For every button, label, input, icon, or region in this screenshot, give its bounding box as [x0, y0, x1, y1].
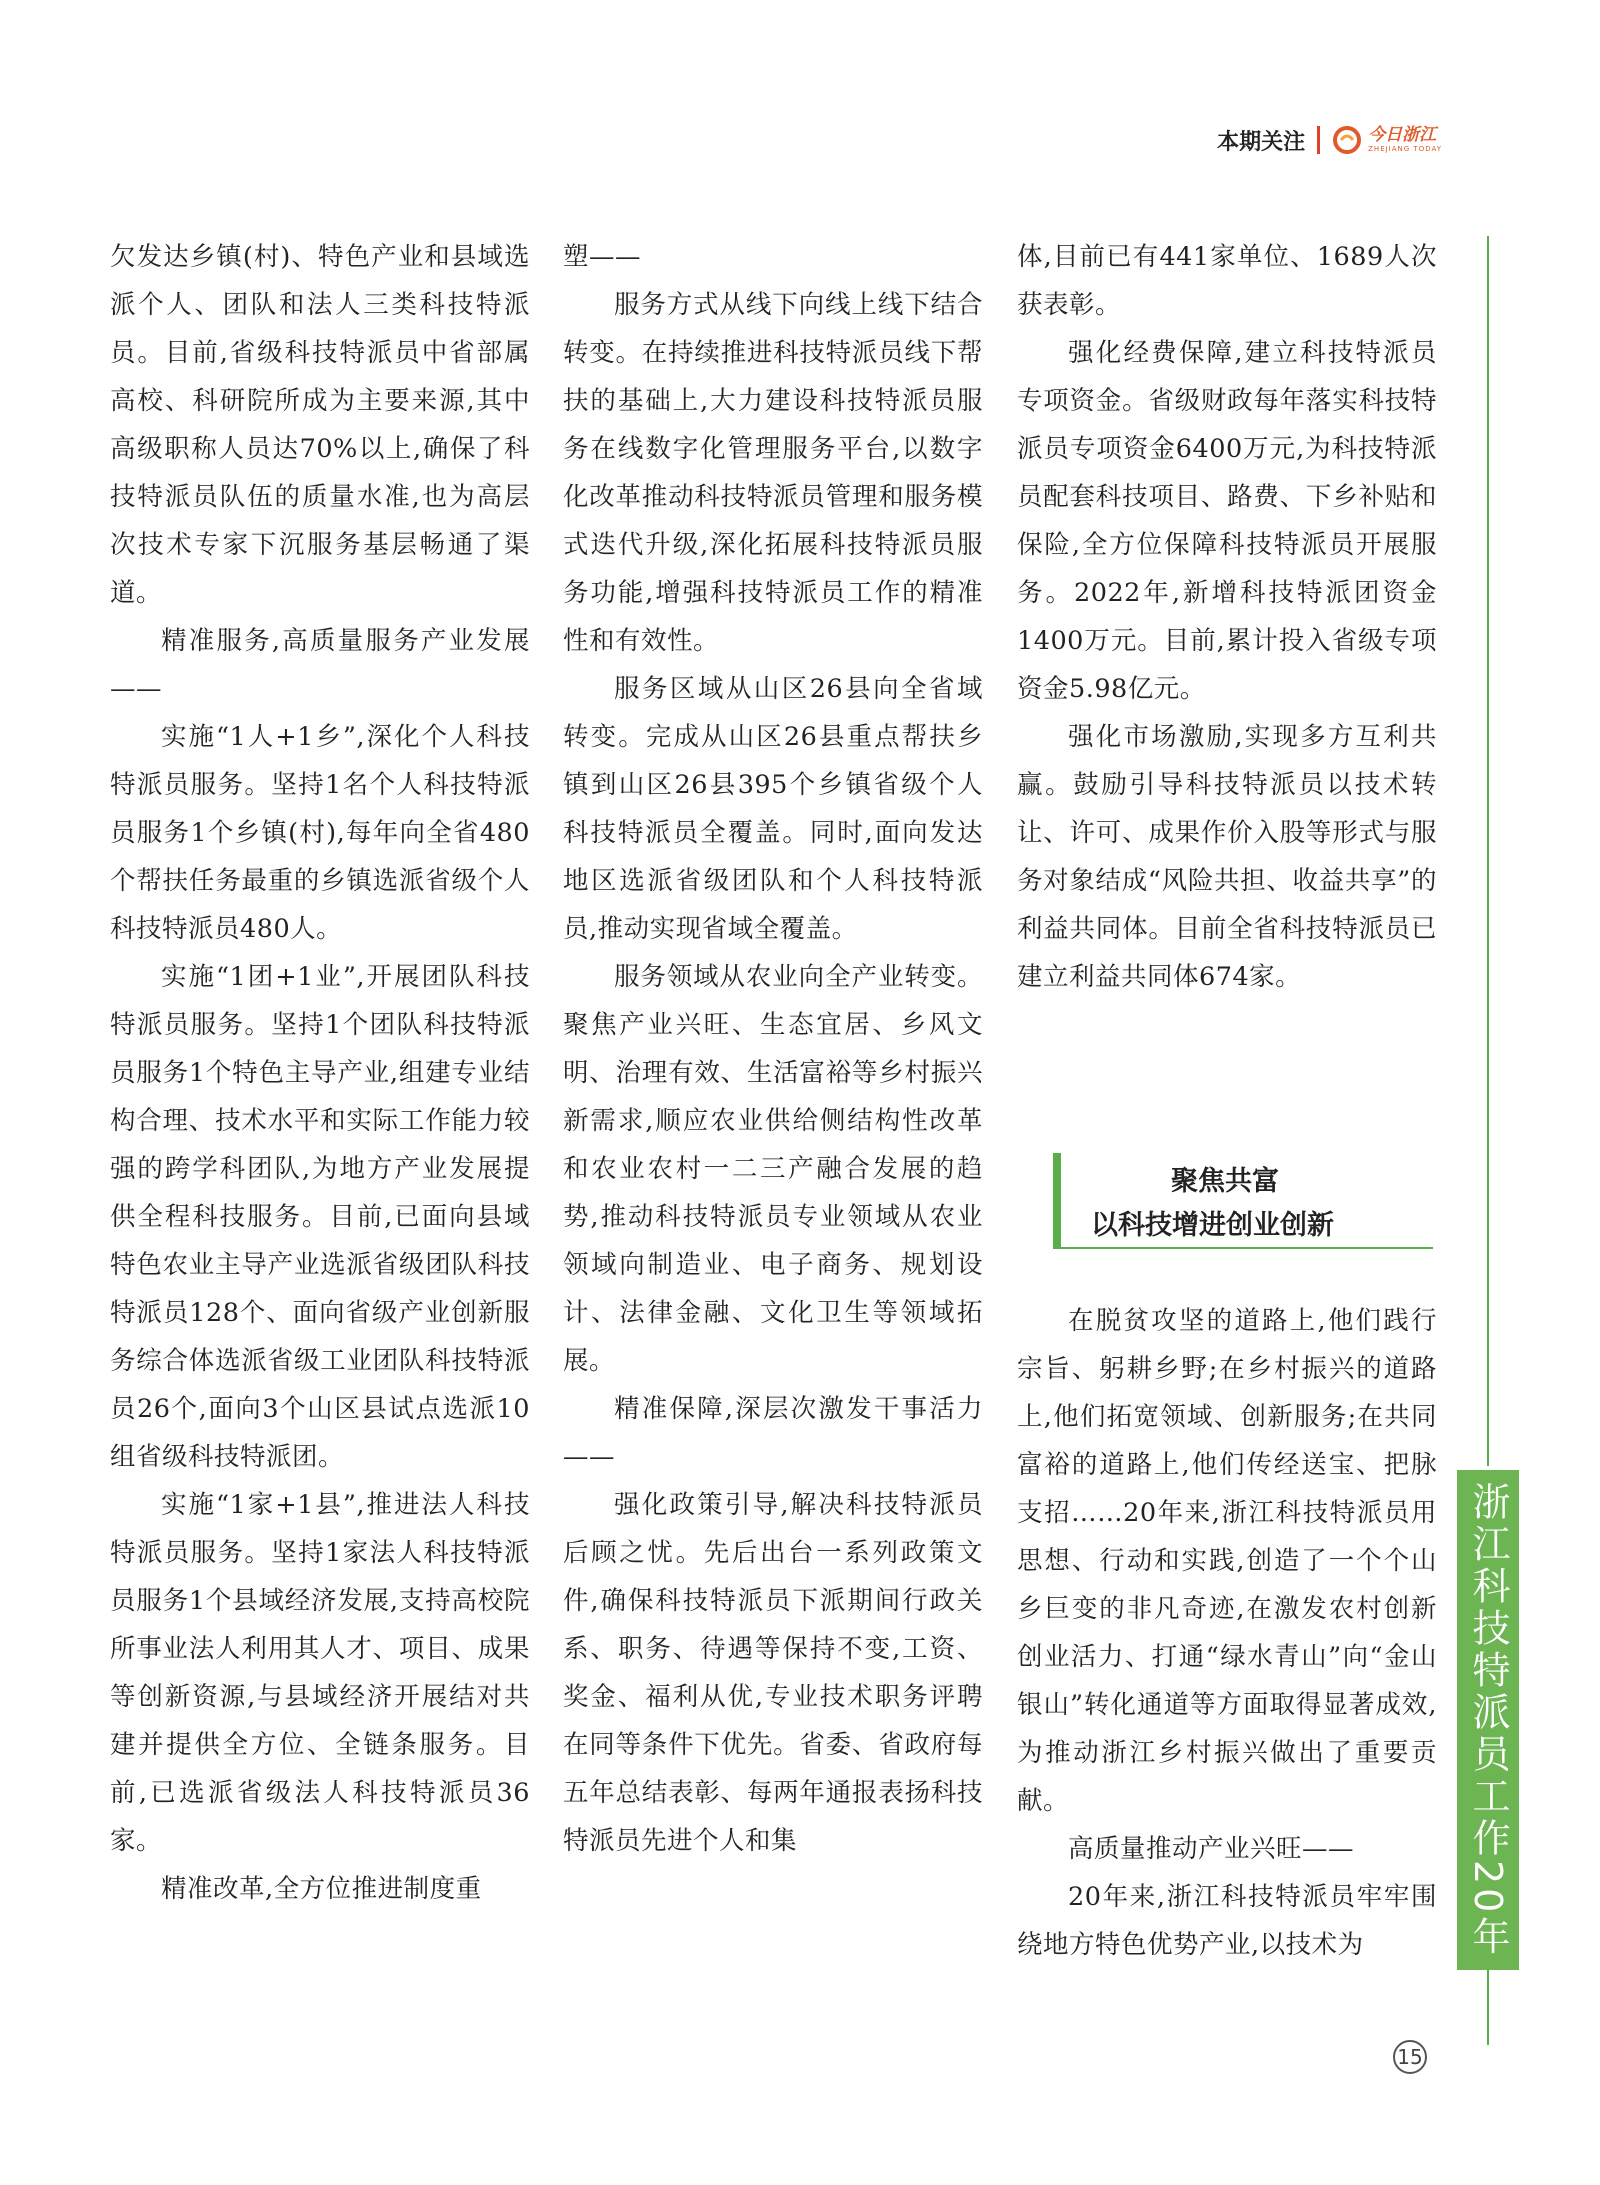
paragraph: 精准服务,高质量服务产业发展—— [110, 626, 530, 704]
subheading-line-2: 以科技增进创业创新 [1091, 1210, 1334, 1241]
article-column-1 [110, 233, 530, 1913]
paragraph: 20年来,浙江科技特派员牢牢围绕地方特色优势产业,以技术为 [1017, 1882, 1437, 1960]
page-header [1217, 120, 1442, 160]
paragraph: 强化市场激励,实现多方互利共赢。鼓励引导科技特派员以技术转让、许可、成果作价入股等形式与服务对象结成“风险共担、收益共享”的利益共同体。目前全省科技特派员已建立利益共同体674家。 [1017, 722, 1437, 992]
paragraph: 服务区域从山区26县向全省域转变。完成从山区26县重点帮扶乡镇到山区26县395个乡镇省级个人科技特派员全覆盖。同时,面向发达地区选派省级团队和个人科技特派员,推动实现省域全覆盖。 [563, 674, 983, 944]
vertical-rule-bottom [1487, 1970, 1489, 2045]
section-title: 本期关注 [1217, 129, 1306, 155]
paragraph: 实施“1人+1乡”,深化个人科技特派员服务。坚持1名个人科技特派员服务1个乡镇(村),每年向全省480个帮扶任务最重的乡镇选派省级个人科技特派员480人。 [110, 722, 530, 944]
paragraph: 实施“1团+1业”,开展团队科技特派员服务。坚持1个团队科技特派员服务1个特色主导产业,组建专业结构合理、技术水平和实际工作能力较强的跨学科团队,为地方产业发展提供全程科技服务。目前,已面向县域特色农业主导产业选派省级团队科技特派员128个、面向省级产业创新服务综合体选派省级工业团队科技特派员26个,面向3个山区县试点选派10组省级科技特派团。 [110, 962, 530, 1472]
subheading-line-1: 聚焦共富 [1171, 1166, 1279, 1197]
paragraph: 体,目前已有441家单位、1689人次获表彰。 [1017, 242, 1437, 320]
article-column-3-continued [1017, 1297, 1437, 1969]
paragraph: 实施“1家+1县”,推进法人科技特派员服务。坚持1家法人科技特派员服务1个县域经济发展,支持高校院所事业法人利用其人才、项目、成果等创新资源,与县域经济开展结对共建并提供全方位、全链条服务。目前,已选派省级法人科技特派员36家。 [110, 1490, 530, 1856]
page-number: 15 [1393, 2040, 1427, 2074]
section-subheading [1053, 1153, 1433, 1249]
paragraph: 强化政策引导,解决科技特派员后顾之忧。先后出台一系列政策文件,确保科技特派员下派期间行政关系、职务、待遇等保持不变,工资、奖金、福利从优,专业技术职务评聘在同等条件下优先。省委、省政府每五年总结表彰、每两年通报表扬科技特派员先进个人和集 [563, 1490, 983, 1856]
paragraph: 欠发达乡镇(村)、特色产业和县域选派个人、团队和法人三类科技特派员。目前,省级科技特派员中省部属高校、科研院所成为主要来源,其中高级职称人员达70%以上,确保了科技特派员队伍的质量水准,也为高层次技术专家下沉服务基层畅通了渠道。 [110, 242, 530, 608]
side-banner [1457, 1470, 1519, 1970]
paragraph: 在脱贫攻坚的道路上,他们践行宗旨、躬耕乡野;在乡村振兴的道路上,他们拓宽领域、创新服务;在共同富裕的道路上,他们传经送宝、把脉支招……20年来,浙江科技特派员用思想、行动和实践,创造了一个个山乡巨变的非凡奇迹,在激发农村创新创业活力、打通“绿水青山”向“金山银山”转化通道等方面取得显著成效,为推动浙江乡村振兴做出了重要贡献。 [1017, 1306, 1437, 1816]
header-divider [1317, 126, 1320, 154]
vertical-rule-top [1487, 236, 1489, 1466]
logo-swirl-icon [1332, 125, 1362, 155]
paragraph: 塑—— [563, 242, 642, 272]
paragraph: 服务方式从线下向线上线下结合转变。在持续推进科技特派员线下帮扶的基础上,大力建设科技特派员服务在线数字化管理服务平台,以数字化改革推动科技特派员管理和服务模式迭代升级,深化拓展科技特派员服务功能,增强科技特派员工作的精准性和有效性。 [563, 290, 983, 656]
paragraph: 精准改革,全方位推进制度重 [161, 1874, 482, 1904]
side-banner-text: 浙江科技特派员工作20年 [1466, 1481, 1510, 1959]
logo-english-text: ZHEJIANG TODAY [1368, 145, 1442, 153]
paragraph: 服务领域从农业向全产业转变。聚焦产业兴旺、生态宜居、乡风文明、治理有效、生活富裕等乡村振兴新需求,顺应农业供给侧结构性改革和农业农村一二三产融合发展的趋势,推动科技特派员专业领域从农业领域向制造业、电子商务、规划设计、法律金融、文化卫生等领域拓展。 [563, 962, 983, 1376]
paragraph: 精准保障,深层次激发干事活力—— [563, 1394, 983, 1472]
paragraph: 高质量推动产业兴旺—— [1068, 1834, 1355, 1864]
article-column-2 [563, 233, 983, 1865]
logo-chinese-text: 今日浙江 [1368, 125, 1437, 145]
paragraph: 强化经费保障,建立科技特派员专项资金。省级财政每年落实科技特派员专项资金6400万元,为科技特派员配套科技项目、路费、下乡补贴和保险,全方位保障科技特派员开展服务。2022年,新增科技特派团资金1400万元。目前,累计投入省级专项资金5.98亿元。 [1017, 338, 1437, 704]
magazine-logo [1332, 125, 1442, 155]
article-column-3 [1017, 233, 1437, 1001]
